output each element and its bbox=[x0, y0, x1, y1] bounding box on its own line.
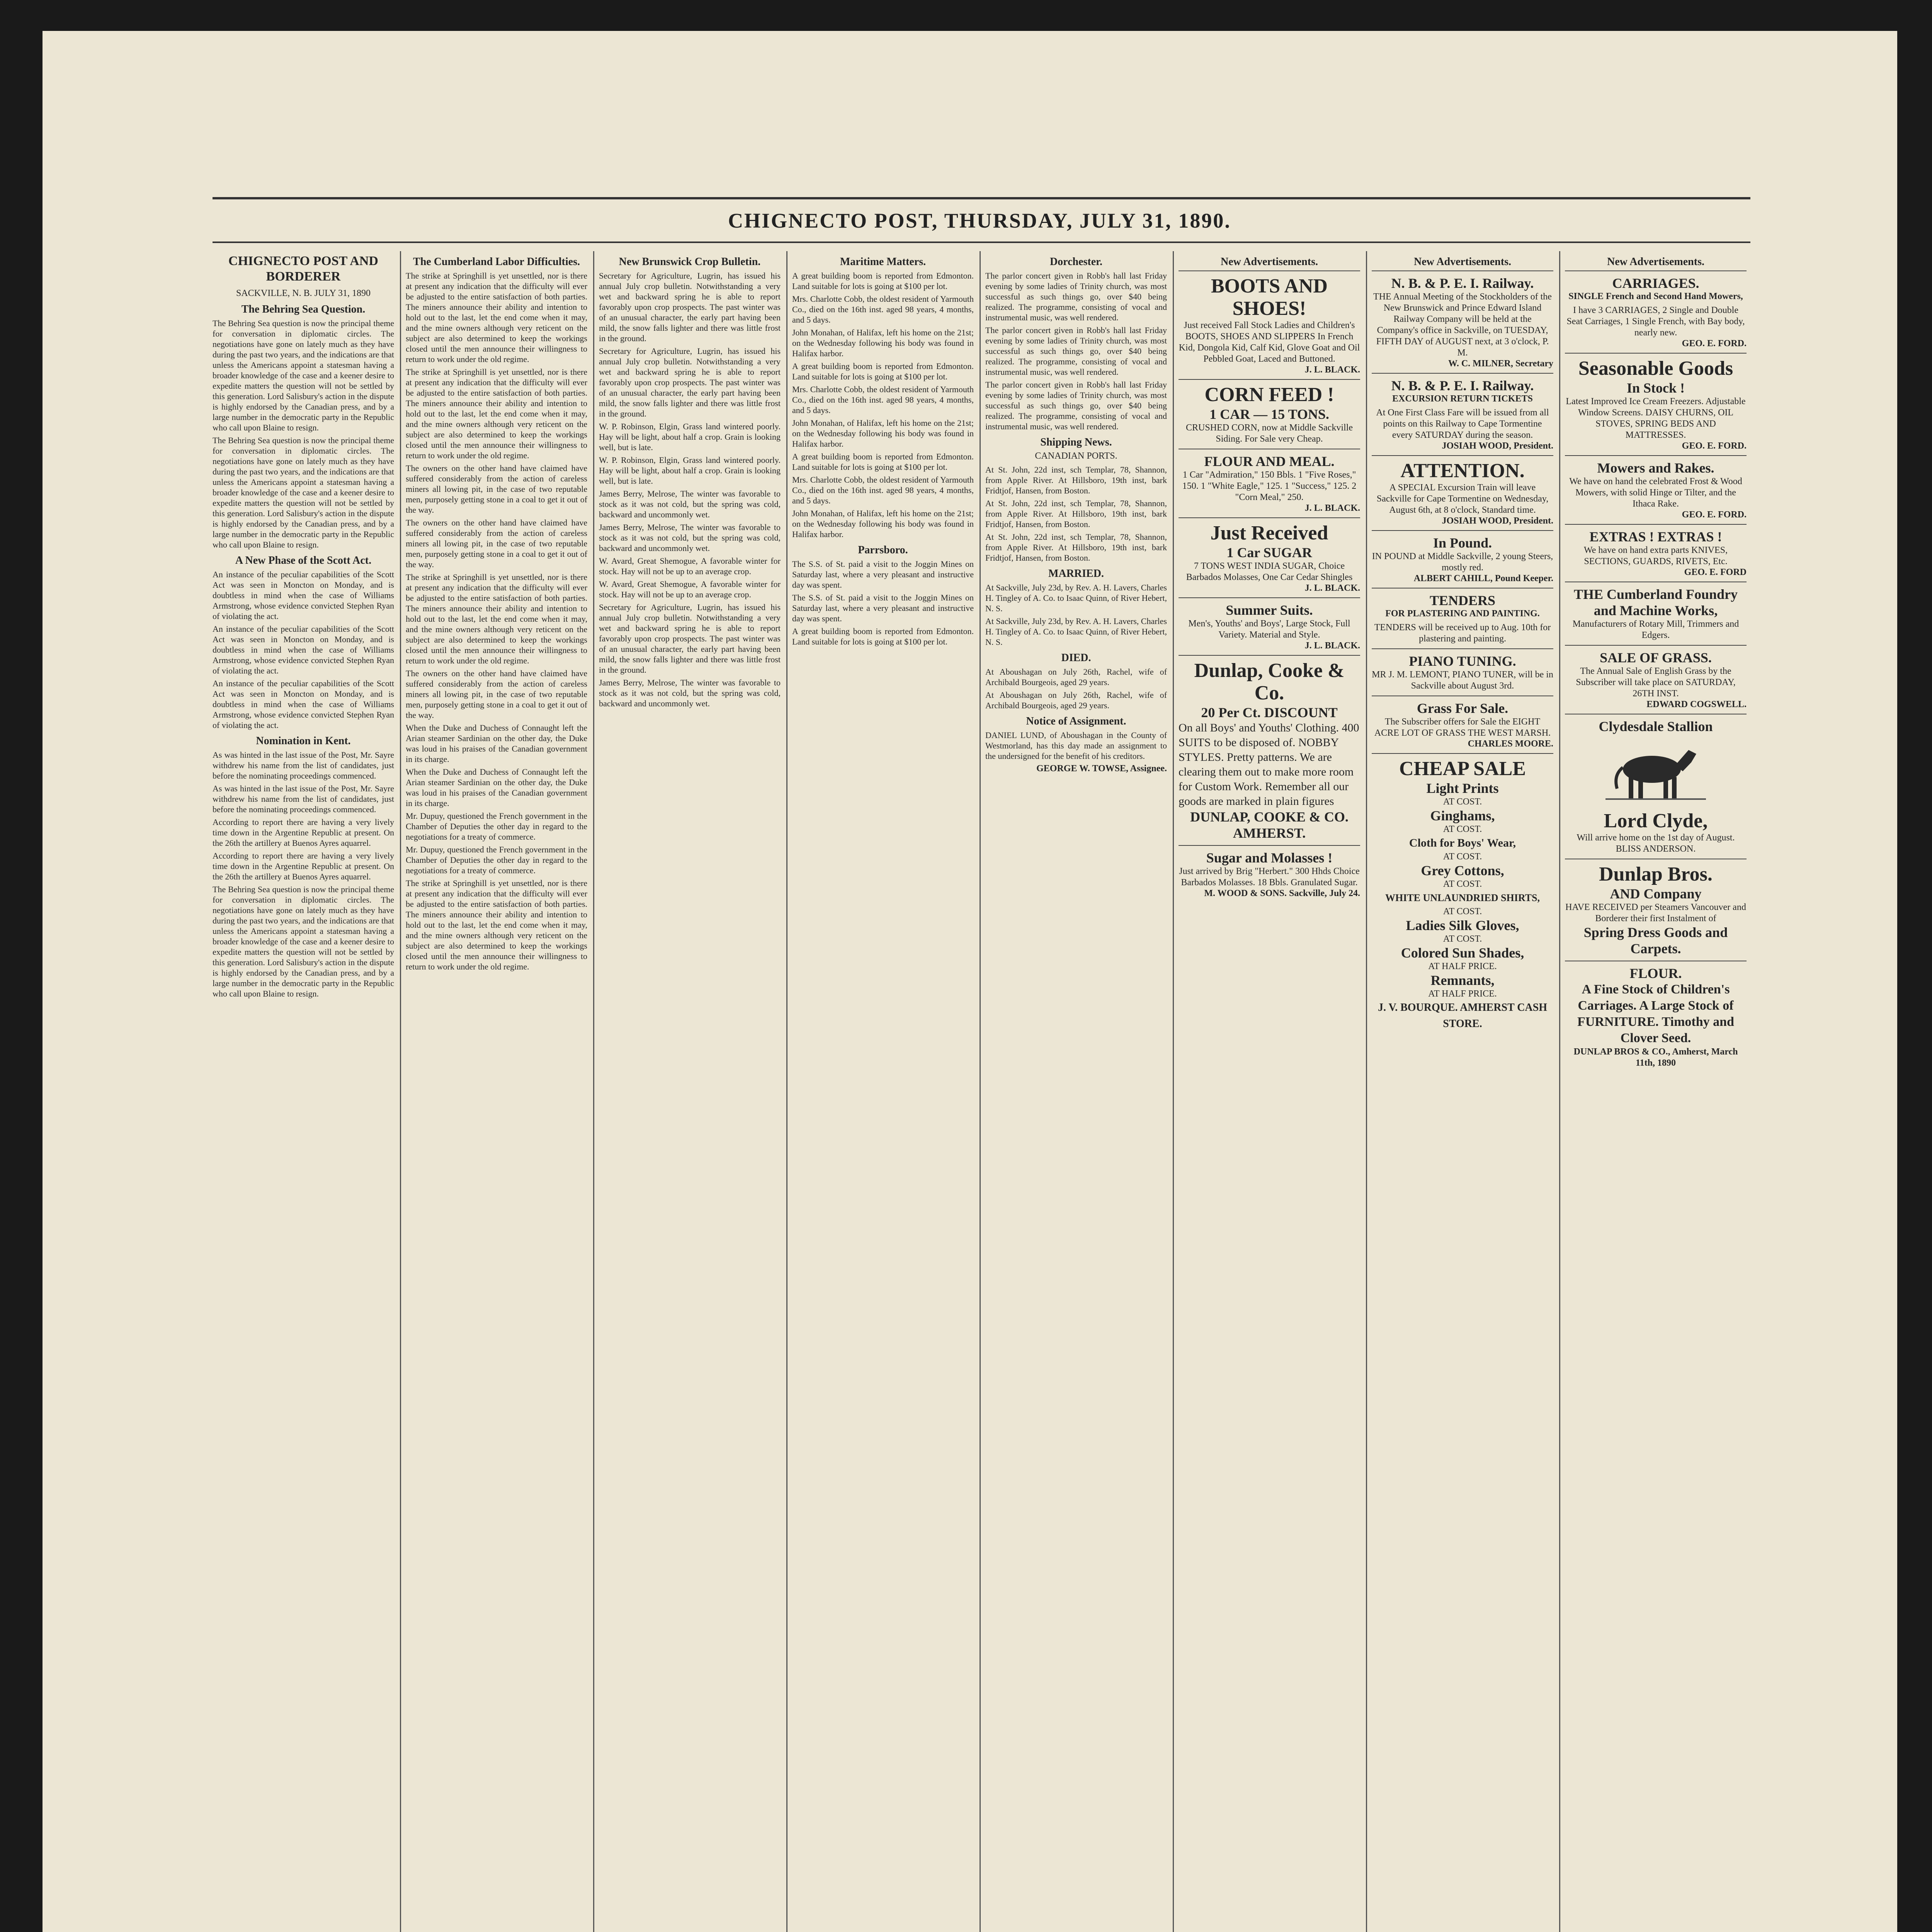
article-text: John Monahan, of Halifax, left his home on the 21st; on the Wednesday following his body was found in Halifax harbor. bbox=[792, 418, 974, 449]
shipping-text: At St. John, 22d inst, sch Templar, 78, Shannon, from Apple River. At Hillsboro, 19th inst, bark Fridtjof, Hansen, from Boston. bbox=[985, 465, 1167, 495]
ad-attention bbox=[1372, 455, 1553, 530]
sale-price: AT COST. bbox=[1443, 824, 1482, 834]
ad-text: On all Boys' and Youths' Clothing. 400 SUITS to be disposed of. NOBBY STYLES. Pretty patterns. We are clearing them out to make more room for Custom Work. Remember all our goods are marked in plain figures bbox=[1179, 721, 1359, 808]
article-text: The S.S. of St. paid a visit to the Joggin Mines on Saturday last, where a very pleasant and instructive day was spent. bbox=[792, 593, 974, 623]
ad-title: CHEAP SALE bbox=[1399, 758, 1526, 780]
ad-stallion bbox=[1565, 714, 1747, 859]
subhead-ports: CANADIAN PORTS. bbox=[1035, 451, 1117, 461]
ad-text: Latest Improved Ice Cream Freezers. Adjustable Window Screens. DAISY CHURNS, OIL STOVES, SPRING BEDS AND MATTRESSES. bbox=[1566, 396, 1746, 440]
ad-dunlap-bros bbox=[1565, 859, 1747, 961]
ad-text: CRUSHED CORN, now at Middle Sackville Siding. For Sale very Cheap. bbox=[1186, 423, 1353, 444]
ad-signature: GEO. E. FORD bbox=[1684, 567, 1747, 577]
column-rule bbox=[786, 251, 787, 1932]
ad-boots-shoes bbox=[1179, 270, 1360, 379]
ad-flour-furniture bbox=[1565, 961, 1747, 1073]
headline-assignment: Notice of Assignment. bbox=[1026, 715, 1126, 727]
ad-flour-meal bbox=[1179, 449, 1360, 517]
sale-price: AT COST. bbox=[1443, 797, 1482, 807]
sale-item: Ladies Silk Gloves, bbox=[1406, 918, 1519, 933]
ad-signature: JOSIAH WOOD, President. bbox=[1442, 516, 1553, 526]
headline-died: DIED. bbox=[1061, 652, 1091, 664]
headline-parrsboro: Parrsboro. bbox=[858, 544, 908, 556]
ad-title: THE Cumberland Foundry and Machine Works, bbox=[1573, 587, 1738, 618]
sale-item: Grey Cottons, bbox=[1421, 863, 1504, 878]
ad-subtitle: FOR PLASTERING AND PAINTING. bbox=[1385, 609, 1540, 619]
ad-signature: GEO. E. FORD. bbox=[1682, 441, 1747, 451]
article-text: According to report there are having a very lively time down in the Argentine Republic at present. On the 26th the artillery at Buenos Ayres aquarrel. bbox=[213, 851, 394, 881]
ad-title: Dunlap, Cooke & Co. bbox=[1194, 660, 1345, 704]
column-5 bbox=[985, 251, 1167, 1932]
article-text: Mrs. Charlotte Cobb, the oldest resident of Yarmouth Co., died on the 16th inst. aged 98 years, 4 months, and 5 days. bbox=[792, 475, 974, 505]
article-text: W. Avard, Great Shemogue, A favorable winter for stock. Hay will not be up to an average crop. bbox=[599, 579, 781, 599]
ad-subtitle: Spring Dress Goods and Carpets. bbox=[1583, 925, 1728, 956]
ad-signature: ALBERT CAHILL, Pound Keeper. bbox=[1413, 573, 1553, 583]
ad-railway-meeting bbox=[1372, 270, 1553, 373]
article-text: A great building boom is reported from Edmonton. Land suitable for lots is going at $100 per lot. bbox=[792, 626, 974, 646]
article-text: An instance of the peculiar capabilities of the Scott Act was seen in Moncton on Monday, and is doubtless in mind when the case of Williams Armstrong, whose evidence convicted Stephen Ryan of violating the act. bbox=[213, 679, 394, 730]
article-text: Mr. Dupuy, questioned the French government in the Chamber of Deputies the other day in regard to the negotiations for a treaty of commerce. bbox=[406, 811, 587, 842]
ad-in-pound bbox=[1372, 530, 1553, 588]
paper-title: CHIGNECTO POST AND BORDERER bbox=[228, 254, 378, 284]
notice-text: At Sackville, July 23d, by Rev. A. H. Lavers, Charles H. Tingley of A. Co. to Isaac Quinn, of River Hebert, N. S. bbox=[985, 616, 1167, 647]
ad-signature: GEO. E. FORD. bbox=[1682, 338, 1747, 349]
ad-title: Seasonable Goods bbox=[1578, 357, 1733, 379]
column-6 bbox=[1179, 251, 1360, 1932]
headline-maritime: Maritime Matters. bbox=[840, 256, 926, 268]
article-text: Mr. Dupuy, questioned the French government in the Chamber of Deputies the other day in regard to the negotiations for a treaty of commerce. bbox=[406, 845, 587, 875]
headline-married: MARRIED. bbox=[1048, 568, 1104, 580]
ad-text: TENDERS will be received up to Aug. 10th for plastering and painting. bbox=[1374, 622, 1551, 644]
sale-item: WHITE UNLAUNDRIED SHIRTS, bbox=[1385, 892, 1540, 903]
article-text: Mrs. Charlotte Cobb, the oldest resident of Yarmouth Co., died on the 16th inst. aged 98 years, 4 months, and 5 days. bbox=[792, 294, 974, 325]
ad-title: N. B. & P. E. I. Railway. bbox=[1391, 276, 1534, 291]
article-text: When the Duke and Duchess of Connaught left the Arian steamer Sardinian on the other day, the Duke was loud in his praises of the Canadian government in its charge. bbox=[406, 767, 587, 808]
sale-price: AT COST. bbox=[1443, 852, 1482, 862]
ad-text: We have on hand extra parts KNIVES, SECTIONS, GUARDS, RIVETS, Etc. bbox=[1584, 545, 1728, 566]
article-text: Secretary for Agriculture, Lugrin, has issued his annual July crop bulletin. Notwithstanding a very wet and backward spring he is able to report favorably upon crop prospects. The past winter was of an unusual character, the early part having been mild, the snow falls lighter and there was little frost in the ground. bbox=[599, 271, 781, 343]
ad-title: FLOUR. bbox=[1629, 966, 1682, 981]
column-2 bbox=[406, 251, 587, 1932]
article-text: A great building boom is reported from Edmonton. Land suitable for lots is going at $100 per lot. bbox=[792, 361, 974, 381]
article-text: The parlor concert given in Robb's hall last Friday evening by some ladies of Trinity church, was most successful as such things go, over $40 being realized. The programme, consisting of vocal and instrumental music, was well rendered. bbox=[985, 271, 1167, 322]
notice-text: DANIEL LUND, of Aboushagan in the County of Westmorland, has this day made an assignment to the undersigned for the benefit of his creditors. bbox=[985, 730, 1167, 761]
headline-shipping: Shipping News. bbox=[1040, 436, 1112, 448]
ads-heading: New Advertisements. bbox=[1607, 256, 1704, 268]
dateline: SACKVILLE, N. B. JULY 31, 1890 bbox=[236, 288, 371, 298]
headline-kent: Nomination in Kent. bbox=[256, 735, 351, 747]
article-text: The S.S. of St. paid a visit to the Joggin Mines on Saturday last, where a very pleasant and instructive day was spent. bbox=[792, 559, 974, 590]
ad-text: At One First Class Fare will be issued from all points on this Railway to Cape Tormentine every SATURDAY during the season. bbox=[1376, 408, 1549, 440]
ad-text: Just arrived by Brig "Herbert." 300 Hhds Choice Barbados Molasses. 18 Bbls. Granulated Sugar. bbox=[1179, 866, 1360, 888]
ad-text: Manufacturers of Rotary Mill, Trimmers and Edgers. bbox=[1572, 619, 1739, 640]
article-text: When the Duke and Duchess of Connaught left the Arian steamer Sardinian on the other day, the Duke was loud in his praises of the Canadian government in its charge. bbox=[406, 723, 587, 764]
ad-text: HAVE RECEIVED per Steamers Vancouver and Borderer their first Instalment of bbox=[1565, 902, 1746, 923]
article-text: The Behring Sea question is now the principal theme for conversation in diplomatic circles. The negotiations have gone on lately much as they have during the past two years, and the indications are that unless the Americans appoint a statesman having a broader knowledge of the case and a keener desire to expedite matters the question will not be settled by this generation. Lord Salisbury's action in the dispute is highly endorsed by the Canadian press, and by a large number in the democratic party in the Republic who call upon Blaine to resign. bbox=[213, 884, 394, 998]
headline-behring: The Behring Sea Question. bbox=[241, 303, 366, 315]
ad-title: Clydesdale Stallion bbox=[1599, 719, 1713, 734]
ad-title: TENDERS bbox=[1429, 593, 1496, 608]
ad-text: Will arrive home on the 1st day of August. BLISS ANDERSON. bbox=[1577, 833, 1735, 854]
ad-title: CORN FEED ! bbox=[1204, 384, 1334, 406]
ad-title: BOOTS AND SHOES! bbox=[1211, 275, 1328, 320]
ad-title: Just Received bbox=[1210, 522, 1328, 544]
sale-item: Ginghams, bbox=[1430, 808, 1495, 823]
article-text: An instance of the peculiar capabilities of the Scott Act was seen in Moncton on Monday, and is doubtless in mind when the case of Williams Armstrong, whose evidence convicted Stephen Ryan of violating the act. bbox=[213, 624, 394, 675]
article-text: James Berry, Melrose, The winter was favorable to stock as it was not cold, but the spring was cold, backward and uncommonly wet. bbox=[599, 522, 781, 553]
ad-signature: M. WOOD & SONS. Sackville, July 24. bbox=[1204, 888, 1360, 898]
ad-signature: CHARLES MOORE. bbox=[1468, 739, 1553, 749]
ad-text: The Annual Sale of English Grass by the Subscriber will take place on SATURDAY, 26TH INST. bbox=[1576, 666, 1736, 699]
sale-price: AT COST. bbox=[1443, 879, 1482, 889]
ad-text: A SPECIAL Excursion Train will leave Sackville for Cape Tormentine on Wednesday, August 6th, at 8 o'clock, Standard time. bbox=[1376, 483, 1549, 515]
assignee-signature: GEORGE W. TOWSE, Assignee. bbox=[1036, 764, 1167, 774]
sale-price: AT HALF PRICE. bbox=[1428, 961, 1497, 971]
ad-signature: J. L. BLACK. bbox=[1304, 641, 1360, 651]
ad-tenders bbox=[1372, 588, 1553, 648]
column-rule bbox=[1559, 251, 1560, 1932]
ad-extras bbox=[1565, 524, 1747, 582]
headline-crop: New Brunswick Crop Bulletin. bbox=[619, 256, 761, 268]
ad-mowers-rakes bbox=[1565, 455, 1747, 524]
sale-price: AT COST. bbox=[1443, 906, 1482, 917]
column-8 bbox=[1565, 251, 1747, 1932]
ad-text: THE Annual Meeting of the Stockholders of the New Brunswick and Prince Edward Island Railway Company will be held at the Company's office in Sackville, on TUESDAY, FIFTH DAY of AUGUST next, at 3 o'clock, P. M. bbox=[1373, 292, 1552, 358]
article-text: W. P. Robinson, Elgin, Grass land wintered poorly. Hay will be light, about half a crop. Grain is looking well, but is late. bbox=[599, 455, 781, 486]
ad-molasses bbox=[1179, 845, 1360, 903]
column-3 bbox=[599, 251, 781, 1932]
ad-subtitle: 1 Car SUGAR bbox=[1226, 545, 1312, 560]
shipping-text: At St. John, 22d inst, sch Templar, 78, Shannon, from Apple River. At Hillsboro, 19th inst, bark Fridtjof, Hansen, from Boston. bbox=[985, 532, 1167, 563]
ad-title: EXTRAS ! EXTRAS ! bbox=[1589, 529, 1722, 544]
ad-subtitle: In Stock ! bbox=[1626, 380, 1685, 396]
ad-title: FLOUR AND MEAL. bbox=[1204, 454, 1335, 469]
ad-signature: J. L. BLACK. bbox=[1304, 583, 1360, 593]
article-text: Mrs. Charlotte Cobb, the oldest resident of Yarmouth Co., died on the 16th inst. aged 98 years, 4 months, and 5 days. bbox=[792, 384, 974, 415]
ad-carriages bbox=[1565, 270, 1747, 353]
newspaper-page bbox=[43, 31, 1897, 1932]
ad-title: Sugar and Molasses ! bbox=[1206, 850, 1333, 866]
ad-signature: J. L. BLACK. bbox=[1304, 503, 1360, 513]
notice-text: At Aboushagan on July 26th, Rachel, wife of Archibald Bourgeois, aged 29 years. bbox=[985, 690, 1167, 710]
ad-subtitle: Lord Clyde, bbox=[1604, 810, 1708, 832]
sale-price: AT HALF PRICE. bbox=[1428, 989, 1497, 999]
article-text: The owners on the other hand have claimed have suffered considerably from the action of careless miners all lowing pit, in the case of two reputable men, purposely getting stone in a coal to get it out of the way. bbox=[406, 668, 587, 720]
ad-title: Dunlap Bros. bbox=[1599, 863, 1713, 885]
notice-text: At Aboushagan on July 26th, Rachel, wife of Archibald Bourgeois, aged 29 years. bbox=[985, 667, 1167, 687]
ads-heading: New Advertisements. bbox=[1221, 256, 1318, 268]
ad-corn-feed bbox=[1179, 379, 1360, 449]
ad-grass-sale bbox=[1372, 696, 1553, 753]
article-text: W. P. Robinson, Elgin, Grass land wintered poorly. Hay will be light, about half a crop. Grain is looking well, but is late. bbox=[599, 422, 781, 452]
notice-text: At Sackville, July 23d, by Rev. A. H. Lavers, Charles H. Tingley of A. Co. to Isaac Quinn, of River Hebert, N. S. bbox=[985, 583, 1167, 613]
article-text: The Behring Sea question is now the principal theme for conversation in diplomatic circles. The negotiations have gone on lately much as they have during the past two years, and the indications are that unless the Americans appoint a statesman having a broader knowledge of the case and a keener desire to expedite matters the question will not be settled by this generation. Lord Salisbury's action in the dispute is highly endorsed by the Canadian press, and by a large number in the democratic party in the Republic who call upon Blaine to resign. bbox=[213, 435, 394, 549]
ad-subtitle: 1 CAR — 15 TONS. bbox=[1209, 406, 1329, 422]
article-text: As was hinted in the last issue of the Post, Mr. Sayre withdrew his name from the list of candidates, just before the nominating proceedings commenced. bbox=[213, 784, 394, 814]
column-1 bbox=[213, 251, 394, 1932]
ad-title: In Pound. bbox=[1433, 535, 1492, 551]
sale-item: Colored Sun Shades, bbox=[1401, 945, 1524, 961]
article-text: The owners on the other hand have claimed have suffered considerably from the action of careless miners all lowing pit, in the case of two reputable men, purposely getting stone in a coal to get it out of the way. bbox=[406, 518, 587, 569]
ad-dunlap-cooke bbox=[1179, 655, 1360, 845]
ad-signature: JOSIAH WOOD, President. bbox=[1442, 441, 1553, 451]
article-text: James Berry, Melrose, The winter was favorable to stock as it was not cold, but the spring was cold, backward and uncommonly wet. bbox=[599, 678, 781, 708]
ad-subtitle: EXCURSION RETURN TICKETS bbox=[1392, 394, 1533, 404]
ad-signature: DUNLAP, COOKE & CO. AMHERST. bbox=[1190, 809, 1349, 841]
masthead-rule-bottom bbox=[213, 242, 1750, 243]
ad-text: Men's, Youths' and Boys', Large Stock, Full Variety. Material and Style. bbox=[1188, 619, 1350, 640]
masthead: CHIGNECTO POST, THURSDAY, JULY 31, 1890. bbox=[728, 209, 1231, 232]
ad-title: Summer Suits. bbox=[1226, 602, 1313, 618]
ad-text: Just received Fall Stock Ladies and Children's BOOTS, SHOES AND SLIPPERS In French Kid, Dongola Kid, Calf Kid, Glove Goat and Oil Pebbled Goat, Laced and Buttoned. bbox=[1179, 320, 1360, 364]
ad-title: SALE OF GRASS. bbox=[1600, 650, 1712, 665]
ad-subtitle: AND Company bbox=[1610, 886, 1702, 901]
ad-text: A Fine Stock of Children's Carriages. A Large Stock of FURNITURE. Timothy and Clover Seed. bbox=[1577, 982, 1734, 1045]
article-text: Secretary for Agriculture, Lugrin, has issued his annual July crop bulletin. Notwithstanding a very wet and backward spring he is able to report favorably upon crop prospects. The past winter was of an unusual character, the early part having been mild, the snow falls lighter and there was little frost in the ground. bbox=[599, 602, 781, 675]
sale-item: Remnants, bbox=[1430, 973, 1495, 988]
ad-signature: DUNLAP BROS & CO., Amherst, March 11th, 1890 bbox=[1573, 1047, 1738, 1068]
ad-text: The Subscriber offers for Sale the EIGHT ACRE LOT OF GRASS THE WEST MARSH. bbox=[1374, 717, 1551, 738]
shipping-text: At St. John, 22d inst, sch Templar, 78, Shannon, from Apple River. At Hillsboro, 19th inst, bark Fridtjof, Hansen, from Boston. bbox=[985, 498, 1167, 529]
ad-text: MR J. M. LEMONT, PIANO TUNER, will be in Sackville about August 3rd. bbox=[1372, 670, 1553, 691]
ad-title: Mowers and Rakes. bbox=[1597, 460, 1714, 476]
ad-text: 7 TONS WEST INDIA SUGAR, Choice Barbados Molasses, One Car Cedar Shingles bbox=[1186, 561, 1353, 582]
article-text: The owners on the other hand have claimed have suffered considerably from the action of careless miners all lowing pit, in the case of two reputable men, purposely getting stone in a coal to get it out of the way. bbox=[406, 463, 587, 515]
ads-heading: New Advertisements. bbox=[1414, 256, 1511, 268]
ad-text: I have 3 CARRIAGES, 2 Single and Double Seat Carriages, 1 Single French, with Bay body, nearly new. bbox=[1566, 305, 1745, 338]
ad-title: Grass For Sale. bbox=[1417, 701, 1509, 716]
article-text: John Monahan, of Halifax, left his home on the 21st; on the Wednesday following his body was found in Halifax harbor. bbox=[792, 328, 974, 358]
ad-title: N. B. & P. E. I. Railway. bbox=[1391, 378, 1534, 393]
headline-dorchester: Dorchester. bbox=[1049, 256, 1103, 268]
article-text: According to report there are having a very lively time down in the Argentine Republic at present. On the 26th the artillery at Buenos Ayres aquarrel. bbox=[213, 817, 394, 848]
ad-signature: W. C. MILNER, Secretary bbox=[1448, 359, 1553, 369]
article-text: A great building boom is reported from Edmonton. Land suitable for lots is going at $100 per lot. bbox=[792, 452, 974, 472]
ad-summer-suits bbox=[1179, 597, 1360, 655]
article-text: The strike at Springhill is yet unsettled, nor is there at present any indication that the difficulty will ever be adjusted to the entire satisfaction of both parties. The miners announce their ability and intention to hold out to the last, let the end come when it may, and the mine owners although very reticent on the subject are also determined to keep the workings closed until the men announce their willingness to return to work under the old regime. bbox=[406, 878, 587, 971]
ad-signature: GEO. E. FORD. bbox=[1682, 510, 1747, 520]
column-rule bbox=[1173, 251, 1174, 1932]
column-rule bbox=[980, 251, 981, 1932]
article-text: The parlor concert given in Robb's hall last Friday evening by some ladies of Trinity church, was most successful as such things go, over $40 being realized. The programme, consisting of vocal and instrumental music, was well rendered. bbox=[985, 325, 1167, 377]
sale-item: Cloth for Boys' Wear, bbox=[1409, 837, 1516, 849]
article-text: W. Avard, Great Shemogue, A favorable winter for stock. Hay will not be up to an average crop. bbox=[599, 556, 781, 576]
sale-item: Light Prints bbox=[1426, 781, 1499, 796]
article-text: James Berry, Melrose, The winter was favorable to stock as it was not cold, but the spring was cold, backward and uncommonly wet. bbox=[599, 489, 781, 519]
ad-signature: J. L. BLACK. bbox=[1304, 365, 1360, 375]
ad-title: CARRIAGES. bbox=[1612, 276, 1699, 291]
headline-labor: The Cumberland Labor Difficulties. bbox=[413, 256, 580, 268]
column-7 bbox=[1372, 251, 1553, 1932]
ad-subtitle: SINGLE French and Second Hand Mowers, bbox=[1568, 291, 1743, 301]
article-text: The parlor concert given in Robb's hall last Friday evening by some ladies of Trinity church, was most successful as such things go, over $40 being realized. The programme, consisting of vocal and instrumental music, was well rendered. bbox=[985, 380, 1167, 431]
ad-sale-of-grass bbox=[1565, 645, 1747, 714]
article-text: As was hinted in the last issue of the Post, Mr. Sayre withdrew his name from the list of candidates, just before the nominating proceedings commenced. bbox=[213, 750, 394, 781]
ad-text: 1 Car "Admiration," 150 Bbls. 1 "Five Roses," 150. 1 "White Eagle," 125. 1 "Success," 125. 2 "Corn Meal," 250. bbox=[1182, 470, 1357, 502]
article-text: The strike at Springhill is yet unsettled, nor is there at present any indication that the difficulty will ever be adjusted to the entire satisfaction of both parties. The miners announce their ability and intention to hold out to the last, let the end come when it may, and the mine owners although very reticent on the subject are also determined to keep the workings closed until the men announce their willingness to return to work under the old regime. bbox=[406, 271, 587, 364]
ad-title: ATTENTION. bbox=[1400, 460, 1525, 482]
article-text: An instance of the peculiar capabilities of the Scott Act was seen in Moncton on Monday, and is doubtless in mind when the case of Williams Armstrong, whose evidence convicted Stephen Ryan of violating the act. bbox=[213, 570, 394, 621]
article-text: The Behring Sea question is now the principal theme for conversation in diplomatic circles. The negotiations have gone on lately much as they have during the past two years, and the indications are that unless the Americans appoint a statesman having a broader knowledge of the case and a keener desire to expedite matters the question will not be settled by this generation. Lord Salisbury's action in the dispute is highly endorsed by the Canadian press, and by a large number in the democratic party in the Republic who call upon Blaine to resign. bbox=[213, 318, 394, 432]
ad-title: PIANO TUNING. bbox=[1409, 653, 1516, 669]
article-text: The strike at Springhill is yet unsettled, nor is there at present any indication that the difficulty will ever be adjusted to the entire satisfaction of both parties. The miners announce their ability and intention to hold out to the last, let the end come when it may, and the mine owners although very reticent on the subject are also determined to keep the workings closed until the men announce their willingness to return to work under the old regime. bbox=[406, 367, 587, 460]
ad-text: We have on hand the celebrated Frost & Wood Mowers, with solid Hinge or Tilter, and the Ithaca Rake. bbox=[1569, 476, 1742, 509]
headline-scott-act: A New Phase of the Scott Act. bbox=[235, 554, 372, 566]
ad-subtitle: 20 Per Ct. DISCOUNT bbox=[1201, 705, 1338, 720]
ad-piano-tuning bbox=[1372, 648, 1553, 696]
ad-text: IN POUND at Middle Sackville, 2 young Steers, mostly red. bbox=[1372, 551, 1553, 573]
ad-seasonable-goods bbox=[1565, 353, 1747, 455]
ad-sugar bbox=[1179, 517, 1360, 597]
column-rule bbox=[593, 251, 594, 1932]
article-text: Secretary for Agriculture, Lugrin, has issued his annual July crop bulletin. Notwithstanding a very wet and backward spring he is able to report favorably upon crop prospects. The past winter was of an unusual character, the early part having been mild, the snow falls lighter and there was little frost in the ground. bbox=[599, 346, 781, 418]
column-4 bbox=[792, 251, 974, 1932]
article-text: The strike at Springhill is yet unsettled, nor is there at present any indication that the difficulty will ever be adjusted to the entire satisfaction of both parties. The miners announce their ability and intention to hold out to the last, let the end come when it may, and the mine owners although very reticent on the subject are also determined to keep the workings closed until the men announce their willingness to return to work under the old regime. bbox=[406, 572, 587, 665]
horse-illustration-icon bbox=[1605, 738, 1706, 804]
column-rule bbox=[1366, 251, 1367, 1932]
ad-foundry bbox=[1565, 582, 1747, 645]
ad-railway-excursion bbox=[1372, 373, 1553, 455]
ad-signature: EDWARD COGSWELL. bbox=[1646, 699, 1747, 709]
ad-cheap-sale bbox=[1372, 753, 1553, 1036]
masthead-rule-top bbox=[213, 197, 1750, 199]
ad-signature: J. V. BOURQUE. AMHERST CASH STORE. bbox=[1378, 1002, 1547, 1030]
article-text: John Monahan, of Halifax, left his home on the 21st; on the Wednesday following his body was found in Halifax harbor. bbox=[792, 509, 974, 539]
sale-price: AT COST. bbox=[1443, 934, 1482, 944]
article-text: A great building boom is reported from Edmonton. Land suitable for lots is going at $100 per lot. bbox=[792, 271, 974, 291]
column-rule bbox=[400, 251, 401, 1932]
